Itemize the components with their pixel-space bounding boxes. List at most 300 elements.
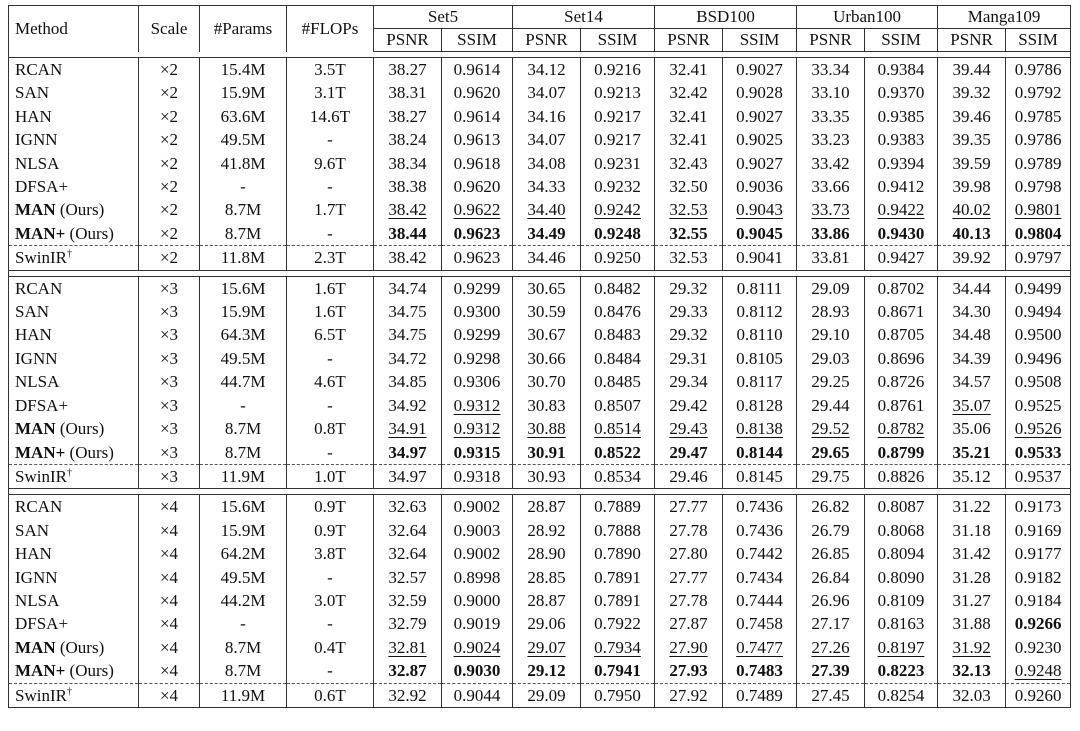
metric-value: 0.9533 (1014, 442, 1062, 462)
metric-value: 30.70 (527, 372, 566, 392)
metric-value: 32.64 (388, 520, 427, 540)
metric-value: 30.67 (527, 325, 566, 345)
psnr-cell (513, 636, 581, 659)
metric-value: 34.33 (527, 177, 566, 197)
ssim-cell (442, 566, 513, 589)
metric-value: 0.9412 (877, 177, 925, 197)
metric-value: 0.9000 (453, 590, 501, 610)
metric-value: 0.9792 (1014, 83, 1062, 103)
table-row (9, 495, 1071, 519)
metric-value: 0.8482 (594, 278, 641, 298)
metric-value: 0.8696 (877, 348, 925, 368)
ssim-cell (865, 612, 938, 635)
metric-value: 27.26 (811, 637, 850, 657)
method-cell: NLSA (9, 370, 139, 393)
metric-value: 0.7442 (736, 544, 783, 564)
method-name: MAN+ (15, 442, 66, 462)
flops-cell: 1.6T (287, 276, 374, 300)
metric-value: 29.31 (669, 348, 708, 368)
scale-cell: ×3 (139, 464, 200, 488)
metric-value: 0.9242 (594, 200, 641, 220)
ssim-cell (1006, 566, 1071, 589)
psnr-cell (938, 370, 1006, 393)
params-cell: 11.8M (200, 246, 287, 270)
metric-value: 29.10 (811, 325, 850, 345)
scale-cell: ×3 (139, 441, 200, 465)
metric-value: 28.87 (527, 497, 566, 517)
metric-value: 0.9618 (453, 153, 501, 173)
metric-value: 26.82 (811, 497, 850, 517)
metric-value: 0.9306 (453, 372, 501, 392)
metric-value: 0.9622 (453, 200, 501, 220)
header-dataset-bsd100: BSD100 (655, 6, 797, 29)
ssim-cell (723, 276, 797, 300)
metric-value: 0.9266 (1014, 614, 1062, 634)
metric-value: 27.87 (669, 614, 708, 634)
psnr-cell (938, 519, 1006, 542)
metric-value: 31.18 (952, 520, 991, 540)
params-cell: 8.7M (200, 636, 287, 659)
table-row (9, 519, 1071, 542)
table-row (9, 276, 1071, 300)
ssim-cell (865, 542, 938, 565)
scale-cell: ×4 (139, 542, 200, 565)
ssim-cell (581, 323, 655, 346)
metric-value: 0.9231 (594, 153, 641, 173)
method-cell: IGNN (9, 566, 139, 589)
table-row (9, 152, 1071, 175)
ssim-cell (723, 542, 797, 565)
metric-value: 0.9002 (453, 544, 501, 564)
ssim-cell (581, 198, 655, 221)
results-table (8, 5, 1071, 708)
ssim-cell (1006, 589, 1071, 612)
ssim-cell (581, 222, 655, 246)
psnr-cell (374, 659, 442, 683)
metric-value: 0.9620 (453, 177, 501, 197)
scale-cell: ×4 (139, 683, 200, 707)
ssim-cell (442, 152, 513, 175)
ssim-cell (581, 519, 655, 542)
metric-value: 29.52 (811, 419, 850, 439)
header-ssim: SSIM (865, 29, 938, 52)
metric-value: 0.9232 (594, 177, 641, 197)
psnr-cell (513, 198, 581, 221)
params-cell: 41.8M (200, 152, 287, 175)
metric-value: 0.9043 (736, 200, 783, 220)
ssim-cell (442, 58, 513, 82)
psnr-cell (374, 105, 442, 128)
psnr-cell (374, 347, 442, 370)
method-cell: RCAN (9, 276, 139, 300)
method-suffix: (Ours) (55, 419, 105, 439)
scale-cell: ×4 (139, 519, 200, 542)
ssim-cell (442, 417, 513, 440)
psnr-cell (513, 347, 581, 370)
metric-value: 34.92 (388, 395, 427, 415)
metric-value: 34.39 (952, 348, 991, 368)
psnr-cell: 29.09 (513, 683, 581, 707)
metric-value: 0.9786 (1014, 60, 1062, 79)
metric-value: 30.59 (527, 302, 566, 322)
flops-cell: - (287, 566, 374, 589)
method-cell: DFSA+ (9, 175, 139, 198)
params-cell: 8.7M (200, 659, 287, 683)
metric-value: 32.53 (669, 200, 708, 220)
ssim-cell (865, 566, 938, 589)
ssim-cell (581, 58, 655, 82)
ssim-cell (723, 347, 797, 370)
metric-value: 29.07 (527, 637, 566, 657)
table-row (9, 566, 1071, 589)
metric-value: 0.9300 (453, 302, 501, 322)
header-flops: #FLOPs (287, 6, 374, 52)
metric-value: 0.9230 (1014, 637, 1062, 657)
metric-value: 28.92 (527, 520, 566, 540)
metric-value: 0.7444 (736, 590, 783, 610)
metric-value: 30.65 (527, 278, 566, 298)
ssim-cell (442, 128, 513, 151)
psnr-cell (655, 222, 723, 246)
metric-value: 0.9785 (1014, 106, 1062, 126)
psnr-cell: 34.97 (374, 464, 442, 488)
metric-value: 0.9786 (1014, 130, 1062, 150)
flops-cell: 0.9T (287, 519, 374, 542)
psnr-cell (655, 81, 723, 104)
psnr-cell (938, 394, 1006, 417)
psnr-cell (938, 441, 1006, 465)
metric-value: 0.9028 (736, 83, 783, 103)
metric-value: 0.8485 (594, 372, 641, 392)
dagger-mark: † (66, 467, 72, 479)
metric-value: 0.9025 (736, 130, 783, 150)
metric-value: 32.59 (388, 590, 427, 610)
header-dataset-urban100: Urban100 (797, 6, 938, 29)
psnr-cell (374, 222, 442, 246)
params-cell: 11.9M (200, 464, 287, 488)
header-psnr: PSNR (655, 29, 723, 52)
method-cell: SAN (9, 81, 139, 104)
params-cell: 15.6M (200, 276, 287, 300)
psnr-cell (797, 276, 865, 300)
metric-value: 0.9182 (1014, 567, 1062, 587)
method-cell (9, 222, 139, 246)
ssim-cell: 0.9260 (1006, 683, 1071, 707)
metric-value: 0.9798 (1014, 177, 1062, 197)
scale-cell: ×2 (139, 175, 200, 198)
metric-value: 0.8484 (594, 348, 641, 368)
metric-value: 32.42 (669, 83, 708, 103)
ssim-cell (865, 659, 938, 683)
metric-value: 34.97 (388, 442, 427, 462)
ssim-cell: 0.8534 (581, 464, 655, 488)
header-ssim: SSIM (1006, 29, 1071, 52)
params-cell: 49.5M (200, 566, 287, 589)
ssim-cell: 0.7950 (581, 683, 655, 707)
metric-value: 30.83 (527, 395, 566, 415)
metric-value: 39.44 (952, 60, 991, 79)
metric-value: 0.8090 (877, 567, 925, 587)
table-row-swinir (9, 683, 1071, 707)
metric-value: 29.43 (669, 419, 708, 439)
ssim-cell (865, 347, 938, 370)
metric-value: 0.8117 (736, 372, 783, 392)
metric-value: 0.7889 (594, 497, 641, 517)
ssim-cell (723, 612, 797, 635)
flops-cell: - (287, 659, 374, 683)
metric-value: 39.46 (952, 106, 991, 126)
ssim-cell (723, 81, 797, 104)
flops-cell: - (287, 441, 374, 465)
psnr-cell (797, 566, 865, 589)
metric-value: 0.9216 (594, 60, 641, 79)
psnr-cell (797, 300, 865, 323)
psnr-cell (513, 612, 581, 635)
flops-cell: 2.3T (287, 246, 374, 270)
psnr-cell (797, 542, 865, 565)
metric-value: 34.57 (952, 372, 991, 392)
ssim-cell (442, 347, 513, 370)
metric-value: 0.9312 (453, 419, 501, 439)
metric-value: 26.79 (811, 520, 850, 540)
psnr-cell (513, 300, 581, 323)
table-row (9, 105, 1071, 128)
psnr-cell (938, 589, 1006, 612)
ssim-cell (723, 370, 797, 393)
psnr-cell (797, 394, 865, 417)
header-params: #Params (200, 6, 287, 52)
ssim-cell: 0.8145 (723, 464, 797, 488)
ssim-cell (581, 566, 655, 589)
scale-cell: ×4 (139, 495, 200, 519)
method-name: MAN (15, 419, 56, 439)
table-row (9, 394, 1071, 417)
metric-value: 0.9526 (1014, 419, 1062, 439)
psnr-cell (374, 198, 442, 221)
table-row (9, 222, 1071, 246)
header-psnr: PSNR (374, 29, 442, 52)
params-cell: 8.7M (200, 417, 287, 440)
metric-value: 32.81 (388, 637, 427, 657)
header-psnr: PSNR (797, 29, 865, 52)
metric-value: 0.9385 (877, 106, 925, 126)
psnr-cell (374, 300, 442, 323)
flops-cell: 1.7T (287, 198, 374, 221)
ssim-cell (723, 58, 797, 82)
metric-value: 34.85 (388, 372, 427, 392)
table-row-swinir (9, 464, 1071, 488)
psnr-cell (797, 370, 865, 393)
method-cell (9, 659, 139, 683)
scale-cell: ×3 (139, 323, 200, 346)
metric-value: 31.88 (952, 614, 991, 634)
psnr-cell (655, 612, 723, 635)
metric-value: 0.9312 (453, 395, 501, 415)
psnr-cell (513, 495, 581, 519)
params-cell: - (200, 175, 287, 198)
psnr-cell (513, 589, 581, 612)
method-cell (9, 683, 139, 707)
metric-value: 0.9019 (453, 614, 501, 634)
method-cell (9, 636, 139, 659)
psnr-cell (655, 175, 723, 198)
metric-value: 0.9027 (736, 60, 783, 79)
flops-cell: 14.6T (287, 105, 374, 128)
ssim-cell (1006, 542, 1071, 565)
ssim-cell (723, 519, 797, 542)
ssim-cell (865, 323, 938, 346)
psnr-cell (797, 347, 865, 370)
method-name: SwinIR (15, 466, 67, 486)
method-cell: IGNN (9, 128, 139, 151)
method-cell: DFSA+ (9, 394, 139, 417)
table-row (9, 659, 1071, 683)
metric-value: 33.34 (811, 60, 850, 79)
metric-value: 0.8705 (877, 325, 925, 345)
metric-value: 0.9508 (1014, 372, 1062, 392)
ssim-cell (442, 441, 513, 465)
metric-value: 35.21 (952, 442, 991, 462)
ssim-cell (581, 347, 655, 370)
metric-value: 0.8522 (594, 442, 641, 462)
metric-value: 0.9383 (877, 130, 925, 150)
ssim-cell (581, 276, 655, 300)
psnr-cell (513, 566, 581, 589)
metric-value: 38.27 (388, 106, 427, 126)
metric-value: 0.9394 (877, 153, 925, 173)
method-cell: RCAN (9, 495, 139, 519)
ssim-cell (581, 81, 655, 104)
psnr-cell (797, 589, 865, 612)
header-method: Method (9, 6, 139, 52)
ssim-cell (581, 542, 655, 565)
flops-cell: 0.8T (287, 417, 374, 440)
ssim-cell (865, 495, 938, 519)
flops-cell: 0.9T (287, 495, 374, 519)
psnr-cell (513, 323, 581, 346)
header-dataset-manga109: Manga109 (938, 6, 1071, 29)
psnr-cell: 33.81 (797, 246, 865, 270)
ssim-cell (581, 589, 655, 612)
ssim-cell (865, 441, 938, 465)
header-dataset-set5: Set5 (374, 6, 513, 29)
metric-value: 0.9045 (736, 223, 783, 243)
metric-value: 32.79 (388, 614, 427, 634)
table-row (9, 323, 1071, 346)
psnr-cell (797, 612, 865, 635)
method-suffix: (Ours) (65, 223, 114, 243)
psnr-cell (938, 323, 1006, 346)
ssim-cell (581, 495, 655, 519)
psnr-cell (374, 612, 442, 635)
table-row (9, 128, 1071, 151)
flops-cell: 3.0T (287, 589, 374, 612)
ssim-cell (1006, 659, 1071, 683)
psnr-cell (938, 128, 1006, 151)
scale-cell: ×4 (139, 659, 200, 683)
metric-value: 30.91 (527, 442, 566, 462)
psnr-cell (374, 441, 442, 465)
psnr-cell (797, 175, 865, 198)
metric-value: 29.34 (669, 372, 708, 392)
ssim-cell: 0.9041 (723, 246, 797, 270)
metric-value: 0.9024 (453, 637, 501, 657)
metric-value: 34.08 (527, 153, 566, 173)
metric-value: 0.8799 (877, 442, 925, 462)
method-cell (9, 417, 139, 440)
psnr-cell (938, 175, 1006, 198)
params-cell: 11.9M (200, 683, 287, 707)
ssim-cell (865, 58, 938, 82)
scale-cell: ×2 (139, 152, 200, 175)
params-cell: 64.2M (200, 542, 287, 565)
metric-value: 33.10 (811, 83, 850, 103)
metric-value: 33.73 (811, 200, 850, 220)
params-cell: - (200, 394, 287, 417)
ssim-cell (723, 152, 797, 175)
ssim-cell (723, 300, 797, 323)
params-cell: 49.5M (200, 347, 287, 370)
psnr-cell (655, 589, 723, 612)
metric-value: 0.7436 (736, 497, 783, 517)
metric-value: 0.9027 (736, 153, 783, 173)
psnr-cell (513, 441, 581, 465)
metric-value: 31.27 (952, 590, 991, 610)
dagger-mark: † (66, 685, 72, 697)
metric-value: 30.66 (527, 348, 566, 368)
params-cell: 44.2M (200, 589, 287, 612)
metric-value: 35.06 (952, 419, 991, 439)
metric-value: 27.17 (811, 614, 850, 634)
psnr-cell (655, 198, 723, 221)
metric-value: 38.38 (388, 177, 427, 197)
method-name: MAN+ (15, 661, 66, 681)
method-cell: HAN (9, 542, 139, 565)
ssim-cell (1006, 370, 1071, 393)
ssim-cell (865, 276, 938, 300)
ssim-cell (865, 417, 938, 440)
flops-cell: 1.0T (287, 464, 374, 488)
psnr-cell (374, 589, 442, 612)
ssim-cell: 0.7489 (723, 683, 797, 707)
ssim-cell (723, 175, 797, 198)
method-cell: RCAN (9, 58, 139, 82)
ssim-cell (723, 589, 797, 612)
metric-value: 0.8068 (877, 520, 925, 540)
metric-value: 0.9248 (1014, 661, 1062, 681)
psnr-cell (374, 175, 442, 198)
table-row (9, 417, 1071, 440)
ssim-cell (581, 300, 655, 323)
metric-value: 0.9030 (453, 661, 501, 681)
metric-value: 0.9184 (1014, 590, 1062, 610)
scale-cell: ×4 (139, 636, 200, 659)
metric-value: 40.02 (952, 200, 991, 220)
ssim-cell: 0.9044 (442, 683, 513, 707)
scale-cell: ×3 (139, 417, 200, 440)
ssim-cell (442, 370, 513, 393)
metric-value: 0.8111 (736, 278, 783, 298)
psnr-cell (797, 495, 865, 519)
psnr-cell (655, 636, 723, 659)
metric-value: 0.8483 (594, 325, 641, 345)
metric-value: 0.7434 (736, 567, 783, 587)
params-cell: 15.6M (200, 495, 287, 519)
ssim-cell (723, 659, 797, 683)
ssim-cell (723, 222, 797, 246)
ssim-cell (865, 589, 938, 612)
ssim-cell (723, 441, 797, 465)
